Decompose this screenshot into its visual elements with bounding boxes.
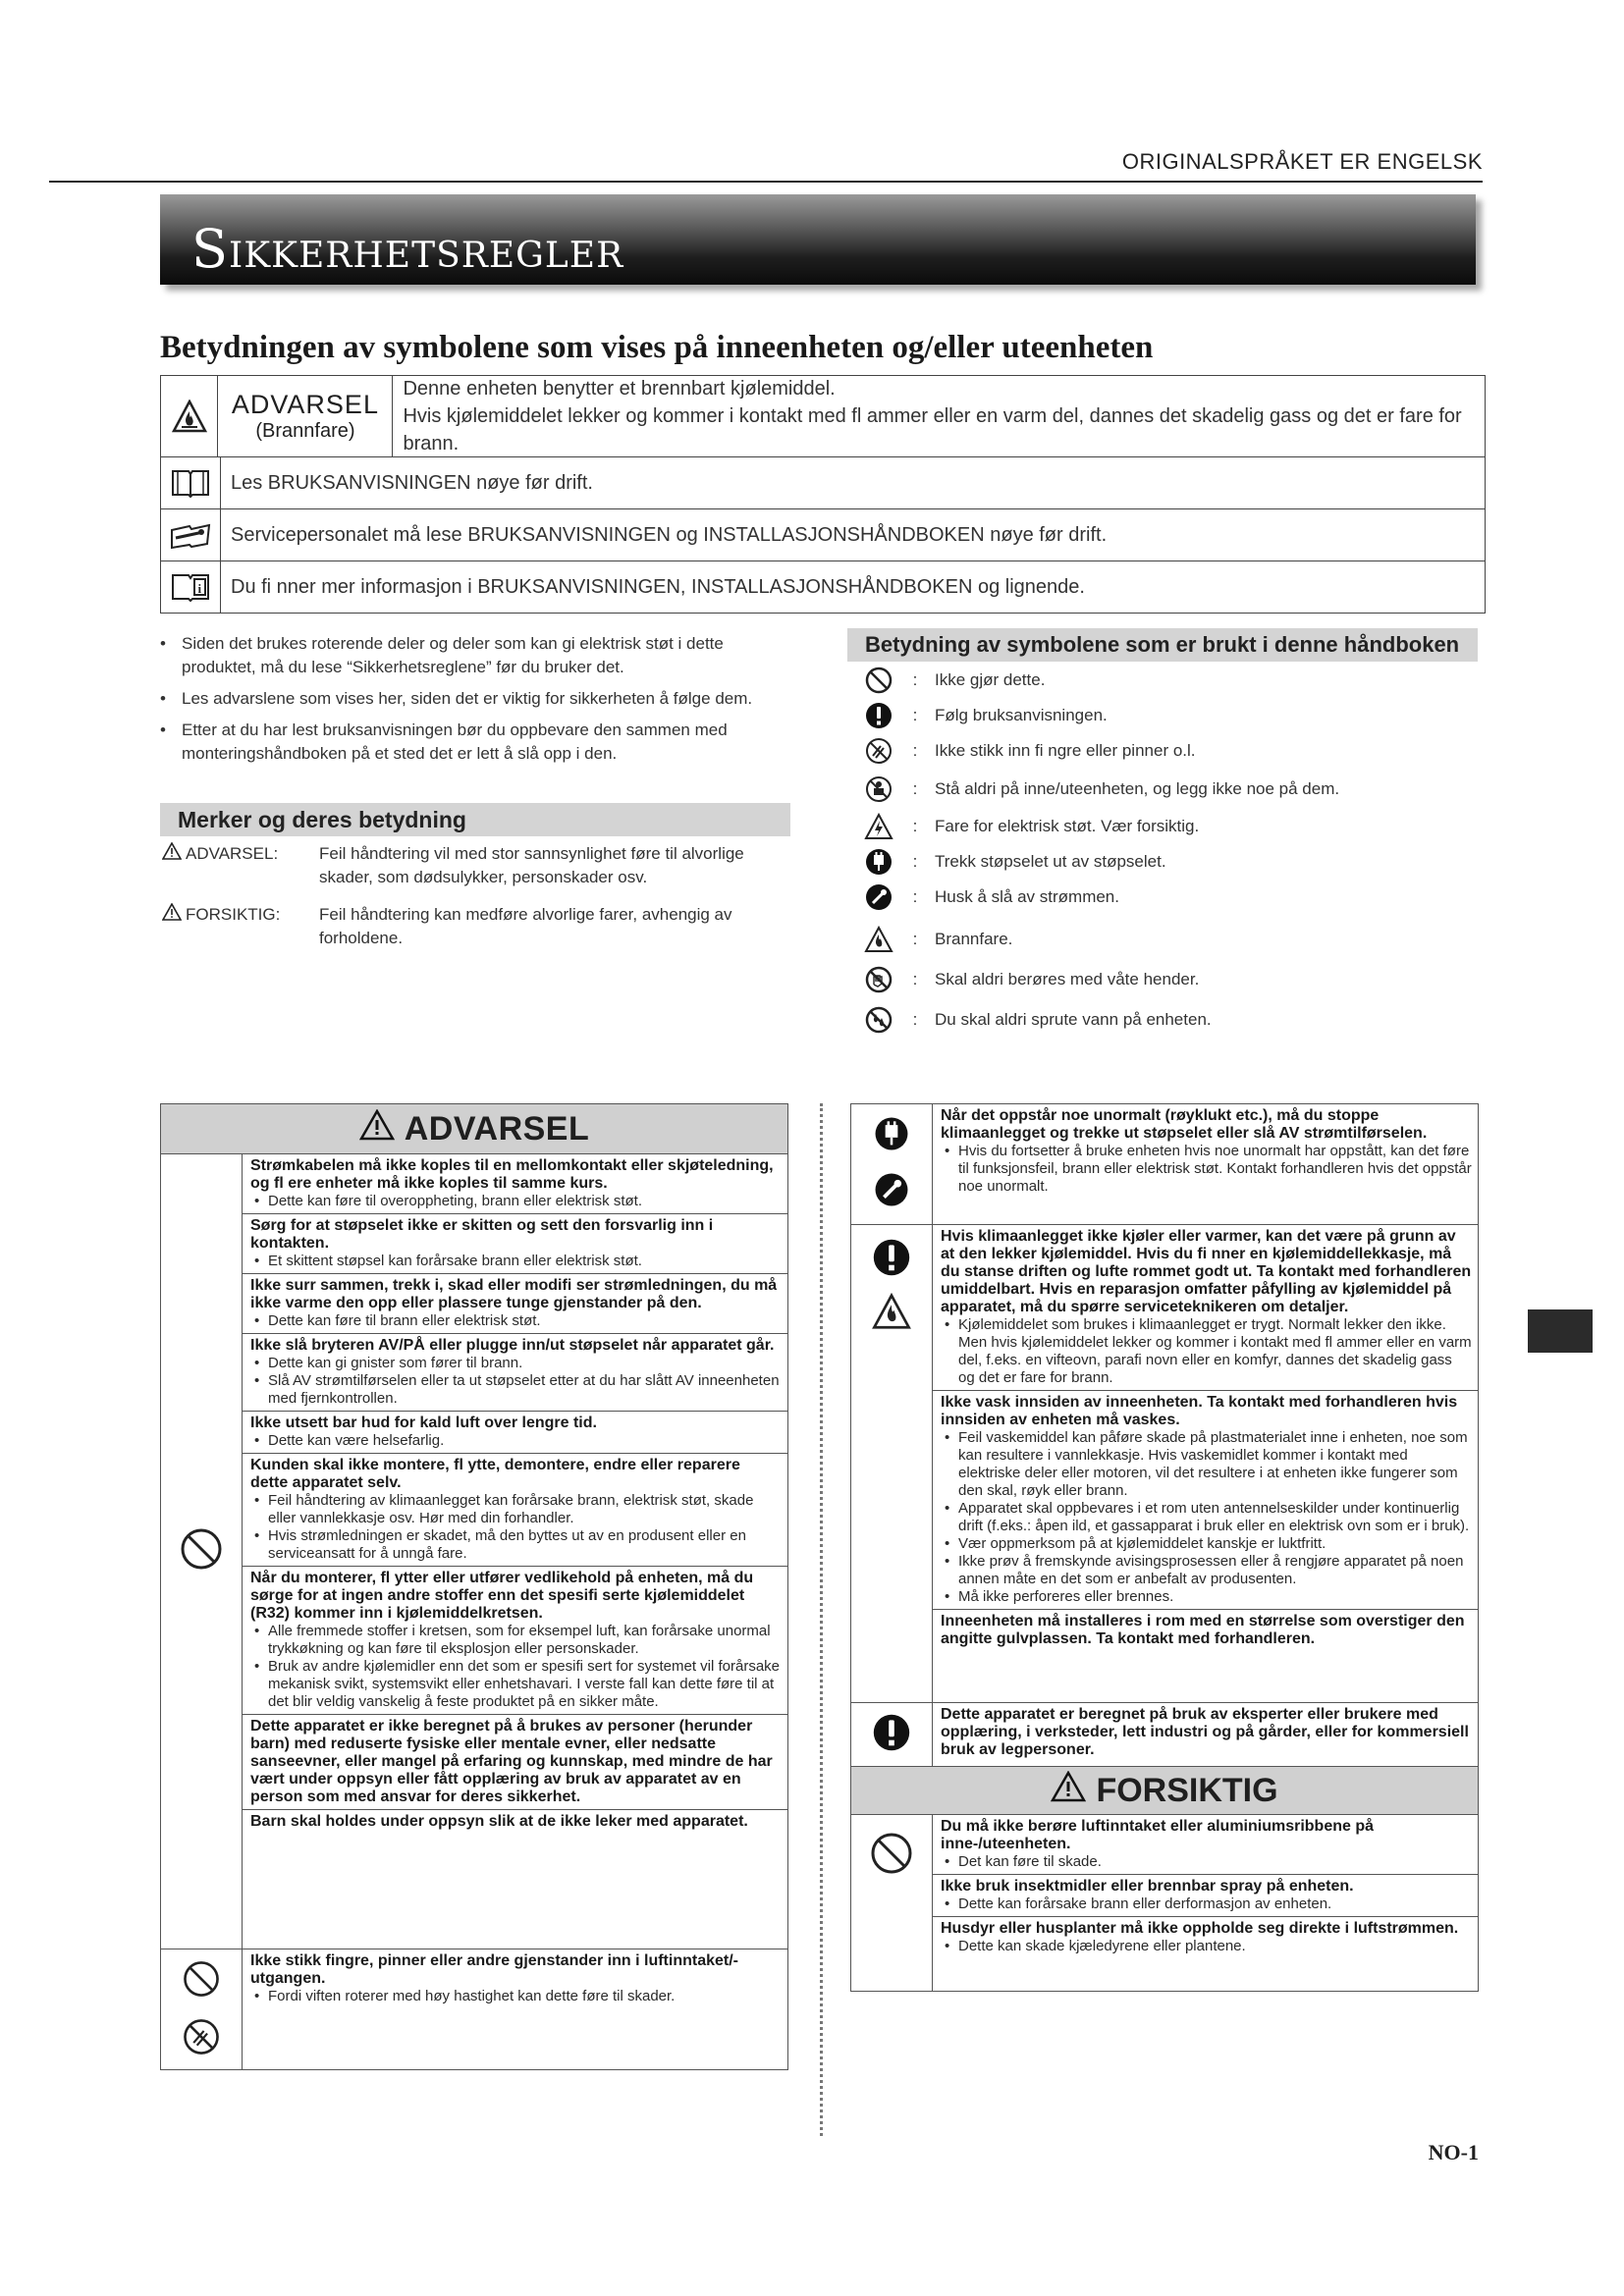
no-wet-hands-icon xyxy=(862,963,895,996)
warning-item xyxy=(933,1815,1478,1875)
warning-item xyxy=(243,1274,787,1334)
prohibited-icon xyxy=(179,1526,224,1576)
list-item: • Les advarslene som vises her, siden det er viktig for sikkerheten å følge dem. xyxy=(160,689,753,708)
warning-item-bullet: • Ikke prøv å fremskynde avisingsprosessen eller å rengjøre apparatet på noen annen måte en det som er anbefalt av produsenten. xyxy=(945,1553,1464,1587)
intro-list xyxy=(160,632,788,774)
list-item: : Følg bruksanvisningen. xyxy=(862,699,1108,732)
warning-item-title: Dette apparatet er beregnet på bruk av eksperter eller brukere med opplæring, i verksteder, lett industri og på gårder, eller for kommersiell bruk av legpersoner. xyxy=(941,1706,1469,1758)
warning-item-bullet: • Apparatet skal oppbevares i et rom uten antennelseskilder under kontinuerlig drift (f.eks.: åpen ild, et gassapparat i bruk eller en elektrisk ovn som er i bruk). xyxy=(945,1500,1470,1534)
no-water-icon xyxy=(862,1003,895,1037)
warning-item-title: Ikke surr sammen, trekk i, skad eller modifi ser strømledningen, du må ikke varme den opp eller plassere tunge gjenstander på den. xyxy=(250,1277,778,1311)
mark-forsiktig xyxy=(162,903,790,950)
warning-item-bullet: • Dette kan forårsake brann eller derformasjon av enheten. xyxy=(945,1896,1332,1912)
service-row-text: Servicepersonalet må lese BRUKSANVISNINGEN og INSTALLASJONSHÅNDBOKEN nøye før drift. xyxy=(231,523,1108,546)
warning-item xyxy=(933,1391,1478,1610)
mark-advarsel xyxy=(162,842,790,889)
list-item: : Trekk støpselet ut av støpselet. xyxy=(862,845,1166,879)
warning-item-bullet: • Må ikke perforeres eller brennes. xyxy=(945,1588,1174,1605)
advarsel-line-1: Denne enheten benytter et brennbart kjølemiddel. xyxy=(403,378,836,400)
fire-warning-icon xyxy=(161,376,218,456)
info-book-icon xyxy=(161,561,221,613)
marks-list xyxy=(162,842,790,964)
page-number: NO-1 xyxy=(1428,2140,1479,2164)
warning-item-bullet: • Dette kan føre til brann eller elektrisk støt. xyxy=(254,1312,541,1329)
warning-item-bullet: • Feil håndtering av klimaanlegget kan forårsake brann, elektrisk støt, skade eller vannlekkasje osv. Hør med din forhandler. xyxy=(254,1492,754,1526)
forsiktig-title: FORSIKTIG xyxy=(1096,1771,1278,1809)
right-section-expert-use xyxy=(851,1702,1478,1766)
warning-item xyxy=(243,1567,787,1715)
service-manual-icon xyxy=(161,509,221,561)
prohibited-icon xyxy=(869,1831,914,1881)
warning-item xyxy=(933,1875,1478,1917)
advarsel-box-continued xyxy=(850,1103,1479,1992)
warning-item xyxy=(243,1334,787,1412)
symbol-heading: Betydningen av symbolene som vises på inneenheten og/eller uteenheten xyxy=(160,330,1154,365)
electric-shock-icon xyxy=(862,810,895,843)
list-item: : Skal aldri berøres med våte hender. xyxy=(862,963,1199,996)
warning-item-title: Kunden skal ikke montere, fl ytte, demontere, endre eller reparere dette apparatet selv. xyxy=(250,1457,740,1491)
list-item: • Siden det brukes roterende deler og deler som kan gi elektrisk støt i dette produktet, må du lese “Sikkerhetsreglene” før du bruker det. xyxy=(160,634,724,676)
manual-book-icon xyxy=(161,457,221,508)
symbol-table xyxy=(160,375,1486,614)
warning-item xyxy=(243,1715,787,1810)
warning-item-bullet: • Dette kan skade kjæledyrene eller plantene. xyxy=(945,1938,1246,1954)
mandatory-icon xyxy=(871,1712,912,1758)
warning-item-bullet: • Dette kan gi gnister som fører til brann. xyxy=(254,1355,523,1371)
warning-item xyxy=(243,1810,787,1834)
warning-item-bullet: • Vær oppmerksom på at kjølemiddelet kanskje er luktfritt. xyxy=(945,1535,1326,1552)
warning-item xyxy=(243,1154,787,1214)
list-item: : Stå aldri på inne/uteenheten, og legg ikke noe på dem. xyxy=(862,773,1339,806)
meanings-heading: Betydning av symbolene som er brukt i denne håndboken xyxy=(847,628,1478,662)
advarsel-text xyxy=(393,371,1485,461)
warning-item-bullet: • Alle fremmede stoffer i kretsen, som for eksempel luft, kan forårsake unormal trykkøkning og kan føre til eksplosjon eller personskader. xyxy=(254,1623,771,1657)
mandatory-icon xyxy=(871,1237,912,1283)
warning-triangle-icon xyxy=(162,903,182,928)
warning-item xyxy=(243,1214,787,1274)
warning-item-bullet: • Dette kan føre til overoppheting, brann eller elektrisk støt. xyxy=(254,1193,643,1209)
unplug-icon xyxy=(862,845,895,879)
list-item: : Ikke stikk inn fi ngre eller pinner o.l. xyxy=(862,734,1196,768)
warning-triangle-icon xyxy=(162,842,182,867)
warning-item-title: Dette apparatet er ikke beregnet på å brukes av personer (herunder barn) med reduserte fysiske eller mentale evner, eller nedsatte sanseevner, eller mangel på erfaring og kunnskap, med mindre de har vært under oppsyn eller fått opplæring av bruk av apparatet av en person som med ansvar for deres sikkerhet. xyxy=(250,1718,773,1805)
marks-heading: Merker og deres betydning xyxy=(160,803,790,836)
forsiktig-header xyxy=(851,1766,1478,1815)
manual-row-text: Les BRUKSANVISNINGEN nøye før drift. xyxy=(231,471,593,494)
right-section-abnormal xyxy=(851,1104,1478,1224)
title-banner xyxy=(160,194,1476,285)
power-off-icon xyxy=(873,1171,910,1213)
advarsel-box-title: ADVARSEL xyxy=(404,1109,590,1148)
no-finger-icon xyxy=(862,734,895,768)
advarsel-label xyxy=(218,376,393,456)
advarsel-section-prohibited xyxy=(161,1154,787,1949)
symbol-row-advarsel xyxy=(161,376,1485,456)
list-item: • Etter at du har lest bruksanvisningen bør du oppbevare den sammen med monteringshåndboken på et sted det er lett å slå opp i den. xyxy=(160,721,728,763)
symbol-row-service xyxy=(161,508,1485,561)
info-row-text: Du fi nner mer informasjon i BRUKSANVISNINGEN, INSTALLASJONSHÅNDBOKEN og lignende. xyxy=(231,575,1085,598)
warning-item-bullet: • Et skittent støpsel kan forårsake brann eller elektrisk støt. xyxy=(254,1253,642,1269)
warning-item-title: Ikke utsett bar hud for kald luft over lengre tid. xyxy=(250,1415,597,1431)
warning-item-title: Du må ikke berøre luftinntaket eller aluminiumsribbene på inne-/uteenheten. xyxy=(941,1818,1375,1852)
warning-item xyxy=(243,1454,787,1567)
warning-item xyxy=(933,1104,1478,1199)
warning-item-title: Ikke slå bryteren AV/PÅ eller plugge inn/ut støpselet når apparatet går. xyxy=(250,1337,775,1354)
warning-item-bullet: • Dette kan være helsefarlig. xyxy=(254,1432,445,1449)
unplug-icon xyxy=(873,1115,910,1157)
warning-item-bullet: • Slå AV strømtilførselen eller ta ut støpselet etter at du har slått AV inneenheten med fjernkontrollen. xyxy=(254,1372,780,1407)
fire-icon xyxy=(871,1293,912,1335)
warning-triangle-icon xyxy=(359,1109,395,1149)
svg-text:i: i xyxy=(197,581,202,596)
prohibited-icon xyxy=(862,664,895,697)
list-item: : Du skal aldri sprute vann på enheten. xyxy=(862,1003,1212,1037)
section-tab xyxy=(1528,1309,1593,1353)
warning-item-title: Ikke bruk insektmidler eller brennbar spray på enheten. xyxy=(941,1878,1354,1895)
no-finger-icon xyxy=(182,2017,221,2061)
no-step-icon xyxy=(862,773,895,806)
warning-item-bullet: • Kjølemiddelet som brukes i klimaanlegget er trygt. Normalt lekker den ikke. Men hvis kjølemiddelet lekker og kommer i kontakt med fl ammer eller en varm del, f.eks. en vifteovn, parafi novn eller en komfyr, dannes det skadelig gass og det er fare for brann. xyxy=(945,1316,1472,1386)
header-rule xyxy=(49,181,1483,183)
language-note: ORIGINALSPRÅKET ER ENGELSK xyxy=(1121,149,1483,174)
advarsel-box-header xyxy=(161,1104,787,1154)
warning-item-title: Barn skal holdes under oppsyn slik at de ikke leker med apparatet. xyxy=(250,1813,748,1830)
symbol-row-info xyxy=(161,561,1485,613)
advarsel-line-2: Hvis kjølemiddelet lekker og kommer i kontakt med fl ammer eller en varm del, dannes det skadelig gass og det er fare for brann. xyxy=(403,405,1462,454)
warning-item-bullet: • Det kan føre til skade. xyxy=(945,1853,1102,1870)
list-item: : Ikke gjør dette. xyxy=(862,664,1045,697)
warning-item-title: Hvis klimaanlegget ikke kjøler eller varmer, kan det være på grunn av at den lekker kjølemiddel. Hvis du fi nner en kjølemiddellekkasje, må du stanse driften og lufte rommet godt ut. Ta kontakt med forhandleren umiddelbart. Hvis en reparasjon omfatter påfylling av kjølemiddel på apparatet, må du spørre serviceteknikeren om detaljer. xyxy=(941,1228,1472,1315)
warning-item xyxy=(243,1412,787,1454)
list-item: : Husk å slå av strømmen. xyxy=(862,881,1119,914)
warning-item-bullet: • Hvis strømledningen er skadet, må den byttes ut av en produsent eller en serviceansatt for å unngå fare. xyxy=(254,1527,746,1562)
advarsel-box xyxy=(160,1103,788,2070)
warning-item-bullet: • Feil vaskemiddel kan påføre skade på plastmaterialet inne i enheten, noe som kan resultere i vannlekkasje. Hvis vaskemidlet kommer i kontakt med elektriske deler eller motoren, vil det resultere i at enheten ikke fungerer som den skal, røyk eller brann. xyxy=(945,1429,1468,1499)
warning-item xyxy=(933,1610,1478,1651)
warning-item-bullet: • Bruk av andre kjølemidler enn det som er spesifi sert for systemet vil forårsake mekanisk svikt, systemsvikt eller enhetshavari. I verste fall kan dette føre til at det blir veldig vanskelig å feste produktet på en sikker måte. xyxy=(254,1658,781,1710)
warning-item-title: Strømkabelen må ikke koples til en mellomkontakt eller skjøteledning, og fl ere enheter må ikke koples til samme kurs. xyxy=(250,1157,774,1192)
warning-item-title: Ikke stikk fingre, pinner eller andre gjenstander inn i luftinntaket/-utgangen. xyxy=(250,1952,738,1987)
right-section-refrigerant xyxy=(851,1224,1478,1702)
warning-item-bullet: • Fordi viften roterer med høy hastighet kan dette føre til skader. xyxy=(254,1988,676,2004)
warning-item-title: Ikke vask innsiden av inneenheten. Ta kontakt med forhandleren hvis innsiden av enheten må vaskes. xyxy=(941,1394,1458,1428)
warning-item-title: Inneenheten må installeres i rom med en størrelse som overstiger den angitte gulvplassen. Ta kontakt med forhandleren. xyxy=(941,1613,1465,1647)
list-item: : Fare for elektrisk støt. Vær forsiktig. xyxy=(862,810,1199,843)
right-section-forsiktig xyxy=(851,1815,1478,1991)
mark-advarsel-label: ADVARSEL: xyxy=(186,844,279,863)
warning-item xyxy=(243,1949,787,2008)
advarsel-section-fingers xyxy=(161,1949,787,2070)
symbol-row-manual xyxy=(161,456,1485,508)
mandatory-icon xyxy=(862,699,895,732)
warning-item-title: Husdyr eller husplanter må ikke oppholde seg direkte i luftstrømmen. xyxy=(941,1920,1459,1937)
mark-forsiktig-text: Feil håndtering kan medføre alvorlige farer, avhengig av forholdene. xyxy=(319,905,732,947)
warning-item-title: Når du monterer, fl ytter eller utfører vedlikehold på enheten, må du sørge for at ingen andre stoffer enn det spesifi serte kjølemiddelet (R32) kommer inn i kjølemiddelkretsen. xyxy=(250,1570,754,1622)
prohibited-icon xyxy=(182,1959,221,2003)
warning-item-title: Sørg for at støpselet ikke er skitten og sett den forsvarlig inn i kontakten. xyxy=(250,1217,714,1252)
mark-forsiktig-label: FORSIKTIG: xyxy=(186,905,281,924)
list-item: : Brannfare. xyxy=(862,923,1012,956)
advarsel-subtitle: (Brannfare) xyxy=(255,420,355,442)
page-title: SIKKERHETSREGLER xyxy=(191,218,624,280)
power-off-icon xyxy=(862,881,895,914)
advarsel-title: ADVARSEL xyxy=(231,390,379,419)
column-divider xyxy=(820,1103,823,2136)
warning-item xyxy=(933,1225,1478,1391)
warning-item-title: Når det oppstår noe unormalt (røyklukt etc.), må du stoppe klimaanlegget og trekke ut støpselet eller slå AV strømtilførselen. xyxy=(941,1107,1428,1142)
mark-advarsel-text: Feil håndtering vil med stor sannsynlighet føre til alvorlige skader, som dødsulykker, personskader osv. xyxy=(319,844,744,886)
warning-triangle-icon xyxy=(1051,1771,1086,1811)
warning-item xyxy=(933,1917,1478,1958)
warning-item xyxy=(933,1703,1478,1762)
warning-item-bullet: • Hvis du fortsetter å bruke enheten hvis noe unormalt har oppstått, kan det føre til funksjonsfeil, brann eller elektrisk støt. Kontakt forhandleren hvis det oppstår noe unormalt. xyxy=(945,1143,1472,1195)
fire-icon xyxy=(862,923,895,956)
